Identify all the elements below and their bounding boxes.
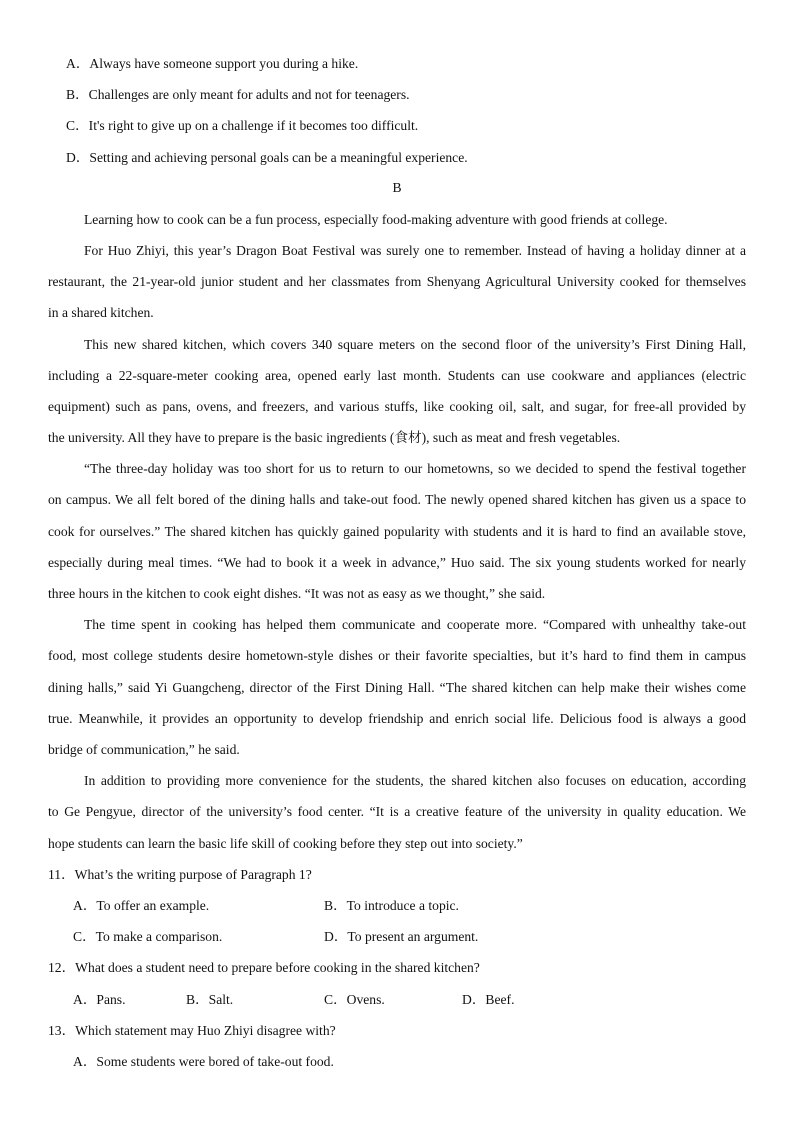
passage-line: dining halls,” said Yi Guangcheng, director of the First Dining Hall. “The shared kitchen can help make their wishes come <box>48 680 746 695</box>
option-b <box>66 87 410 103</box>
answer-option: B．Salt. <box>186 992 234 1007</box>
passage-line: “The three-day holiday was too short for us to return to our hometowns, so we decided to spend the festival together <box>84 461 746 476</box>
passage-line: on campus. We all felt bored of the dining halls and take-out food. The newly opened shared kitchen has given us a space to <box>48 492 746 507</box>
option-letter: A． <box>66 56 90 71</box>
option-text: It's right to give up on a challenge if it becomes too difficult. <box>88 118 419 133</box>
passage-line: For Huo Zhiyi, this year’s Dragon Boat Festival was surely one to remember. Instead of having a holiday dinner at a <box>84 243 746 258</box>
section-letter: B <box>392 180 402 195</box>
passage-line: including a 22-square-meter cooking area, opened early last month. Students can use cookware and appliances (electric <box>48 368 746 383</box>
question-stem: 13．Which statement may Huo Zhiyi disagree with? <box>48 1023 336 1038</box>
question-stem: 11．What’s the writing purpose of Paragraph 1? <box>48 867 312 882</box>
option-a <box>66 56 358 72</box>
answer-option: A．To offer an example. <box>73 898 210 913</box>
passage-line: cook for ourselves.” The shared kitchen has quickly gained popularity with students and it is hard to find an available stove, <box>48 524 746 539</box>
option-c <box>66 118 418 134</box>
passage-line: In addition to providing more convenience for the students, the shared kitchen also focuses on education, according <box>84 773 746 788</box>
passage-line: restaurant, the 21-year-old junior student and her classmates from Shenyang Agricultural University cooked for themselves <box>48 274 746 289</box>
passage-line: equipment) such as pans, ovens, and freezers, and various stuffs, like cooking oil, salt, and sugar, for free-all provided by <box>48 399 746 414</box>
passage-line: three hours in the kitchen to cook eight dishes. “It was not as easy as we thought,” she said. <box>48 586 546 601</box>
passage-line: This new shared kitchen, which covers 340 square meters on the second floor of the university’s First Dining Hall, <box>84 337 746 352</box>
option-text: Setting and achieving personal goals can be a meaningful experience. <box>89 150 468 165</box>
passage-line: Learning how to cook can be a fun process, especially food-making adventure with good friends at college. <box>84 212 668 227</box>
passage-line: bridge of communication,” he said. <box>48 742 240 757</box>
answer-option: D．Beef. <box>462 992 515 1007</box>
option-letter: B． <box>66 87 89 102</box>
passage-line: The time spent in cooking has helped them communicate and cooperate more. “Compared with unhealthy take-out <box>84 617 746 632</box>
passage-line: true. Meanwhile, it provides an opportunity to develop friendship and enrich social life. Delicious food is always a good <box>48 711 746 726</box>
answer-option: A．Pans. <box>73 992 126 1007</box>
question-stem: 12．What does a student need to prepare before cooking in the shared kitchen? <box>48 960 480 975</box>
option-d <box>66 150 468 166</box>
option-text: Challenges are only meant for adults and not for teenagers. <box>88 87 410 102</box>
passage-line: food, most college students desire hometown-style dishes or their favorite specialties, but it’s hard to find them in campus <box>48 648 746 663</box>
option-letter: C． <box>66 118 89 133</box>
answer-option: C．Ovens. <box>324 992 385 1007</box>
passage-line: especially during meal times. “We had to book it a week in advance,” Huo said. The six young students worked for nearly <box>48 555 746 570</box>
option-letter: D． <box>66 150 90 165</box>
passage-line: in a shared kitchen. <box>48 305 154 320</box>
passage-line: to Ge Pengyue, director of the university’s food center. “It is a creative feature of the university in quality education. We <box>48 804 746 819</box>
passage-line: the university. All they have to prepare is the basic ingredients (食材), such as meat and fresh vegetables. <box>48 430 621 445</box>
answer-option: A．Some students were bored of take-out food. <box>73 1054 334 1069</box>
passage-line: hope students can learn the basic life skill of cooking before they step out into society.” <box>48 836 523 851</box>
answer-option: B．To introduce a topic. <box>324 898 459 913</box>
option-text: Always have someone support you during a hike. <box>89 56 359 71</box>
answer-option: C．To make a comparison. <box>73 929 223 944</box>
answer-option: D．To present an argument. <box>324 929 479 944</box>
